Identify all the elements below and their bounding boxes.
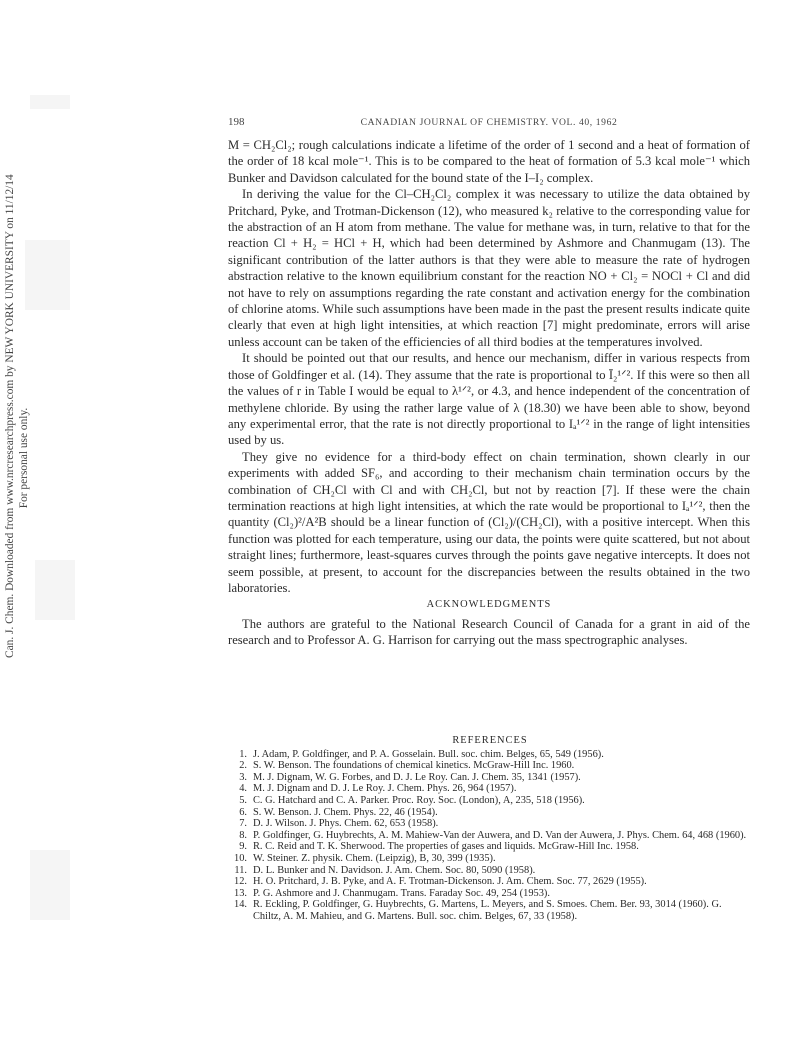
reference-number: 8. [239,829,247,841]
reference-item [228,876,752,888]
body-paragraph: It should be pointed out that our results, and hence our mechanism, differ in various respects from those of Goldfinger et al. (14). They assume that the rate is proportional to Ī₂¹ᐟ². If this were so then all the values of r in Table I would be equal to λ¹ᐟ², or 4.3, and hence independent of the concentration of methylene chloride. By using the rather large value of λ (18.30) we have been able to show, beyond any experimental error, that the rate is not directly proportional to Iₐ¹ᐟ² in the range of light intensities used by us. [228,351,750,448]
reference-number: 12. [234,876,247,888]
reference-number: 3. [239,771,247,783]
scan-smudge [30,850,70,920]
reference-number: 13. [234,887,247,899]
reference-item [228,830,752,842]
body-paragraph: M = CH₂Cl₂; rough calculations indicate a lifetime of the order of 1 second and a heat of formation of the order of 18 kcal mole⁻¹. This is to be compared to the heat of formation of 5.3 kcal mole⁻¹ which Bunker and Davidson calculated for the bound state of the I–I₂ complex. [228,138,750,185]
reference-text: S. W. Benson. J. Chem. Phys. 22, 46 (1954). [253,806,438,818]
reference-item [228,899,752,922]
reference-text: C. G. Hatchard and C. A. Parker. Proc. Roy. Soc. (London), A, 235, 518 (1956). [253,794,585,806]
scan-smudge [30,95,70,109]
download-watermark [4,174,38,658]
reference-number: 6. [239,806,247,818]
reference-text: P. Goldfinger, G. Huybrechts, A. M. Mahiew-Van der Auwera, and D. Van der Auwera, J. Phys. Chem. 64, 468 (1960). [253,829,747,841]
reference-number: 10. [234,852,247,864]
reference-item [228,749,752,761]
reference-item [228,818,752,830]
reference-text: R. C. Reid and T. K. Sherwood. The properties of gases and liquids. McGraw-Hill Inc. 1958. [253,841,639,853]
reference-item [228,760,752,772]
reference-item [228,853,752,865]
reference-number: 4. [239,783,247,795]
reference-text: W. Steiner. Z. physik. Chem. (Leipzig), B, 30, 399 (1935). [253,852,496,864]
reference-number: 7. [239,818,247,830]
reference-text: P. G. Ashmore and J. Chanmugam. Trans. Faraday Soc. 49, 254 (1953). [253,887,550,899]
article-body [228,137,750,649]
reference-number: 11. [234,864,247,876]
journal-title: CANADIAN JOURNAL OF CHEMISTRY. VOL. 40, 1962 [360,117,618,128]
references-heading: REFERENCES [452,735,528,746]
body-paragraph: They give no evidence for a third-body effect on chain termination, shown clearly in our experiments with added SF₆, and according to their mechanism chain termination occurs by the combination of CH₂Cl with Cl and with CH₂Cl, but not by reaction [7]. If these were the chain termination reactions at high light intensities, at which the rate would be proportional to Iₐ¹ᐟ², then the quantity (Cl₂)²/A²B should be a linear function of (Cl₂)/(CH₂Cl), with a positive intercept. When this function was plotted for each temperature, using our data, the points were quite scattered, but not about straight lines; furthermore, least-squares curves through the points gave negative intercepts. It does not seem possible, at present, to account for the discrepancies between the results obtained in the two laboratories. [228,449,750,595]
reference-text: M. J. Dignam and D. J. Le Roy. J. Chem. Phys. 26, 964 (1957). [253,783,517,795]
reference-number: 14. [234,899,247,911]
reference-item [228,841,752,853]
acknowledgments-text: The authors are grateful to the National Research Council of Canada for a grant in aid of the research and to Professor A. G. Harrison for carrying out the mass spectrographic analyses. [228,616,750,648]
scan-smudge [35,560,75,620]
reference-item [228,865,752,877]
acknowledgments-heading: ACKNOWLEDGMENTS [426,599,552,611]
reference-item [228,772,752,784]
reference-number: 1. [239,748,247,760]
reference-number: 9. [239,841,247,853]
reference-item [228,888,752,900]
reference-text: D. L. Bunker and N. Davidson. J. Am. Chem. Soc. 80, 5090 (1958). [253,864,536,876]
reference-text: J. Adam, P. Goldfinger, and P. A. Gosselain. Bull. soc. chim. Belges, 65, 549 (1956). [253,748,604,760]
body-paragraph: In deriving the value for the Cl–CH₂Cl₂ complex it was necessary to utilize the data obtained by Pritchard, Pyke, and Trotman-Dickenson (12), who measured k₂ relative to the corresponding value for the abstraction of an H atom from methane. The value for methane was, in turn, relative to that for the reaction Cl + H₂ = HCl + H, which had been determined by Ashmore and Chanmugam (13). The significant contribution of the latter authors is that they were able to measure the rate of hydrogen abstraction relative to the known equilibrium constant for the reaction NO + Cl₂ = NOCl + Cl and did not have to rely on assumptions regarding the rate constant and activation energy for the combination of chlorine atoms. While such assumptions have been made in the past the present results indicate quite clearly that even at high light intensities, at which reaction [7] might predominate, errors will arise unless account can be taken of the efficiencies of all third bodies at the temperatures involved. [228,187,750,349]
reference-text: R. Eckling, P. Goldfinger, G. Huybrechts, G. Martens, L. Meyers, and S. Smoes. Chem. Ber. 93, 3014 (1960). G. Chiltz, A. M. Mahieu, and G. Martens. Bull. soc. chim. Belges, 67, 33 (1958). [253,899,722,922]
reference-number: 2. [239,760,247,772]
reference-list [228,749,752,923]
reference-text: H. O. Pritchard, J. B. Pyke, and A. F. Trotman-Dickenson. J. Am. Chem. Soc. 77, 2629 (1955). [253,876,647,888]
watermark-line-2: For personal use only. [17,407,30,509]
page-number: 198 [228,116,245,128]
reference-text: S. W. Benson. The foundations of chemical kinetics. McGraw-Hill Inc. 1960. [253,760,575,772]
reference-text: M. J. Dignam, W. G. Forbes, and D. J. Le Roy. Can. J. Chem. 35, 1341 (1957). [253,771,581,783]
reference-item [228,783,752,795]
reference-text: D. J. Wilson. J. Phys. Chem. 62, 653 (1958). [253,818,439,830]
reference-item [228,807,752,819]
reference-number: 5. [239,794,247,806]
references-section [228,734,752,923]
watermark-line-1: Can. J. Chem. Downloaded from www.nrcresearchpress.com by NEW YORK UNIVERSITY on 11/12/14 [4,174,16,658]
reference-item [228,795,752,807]
